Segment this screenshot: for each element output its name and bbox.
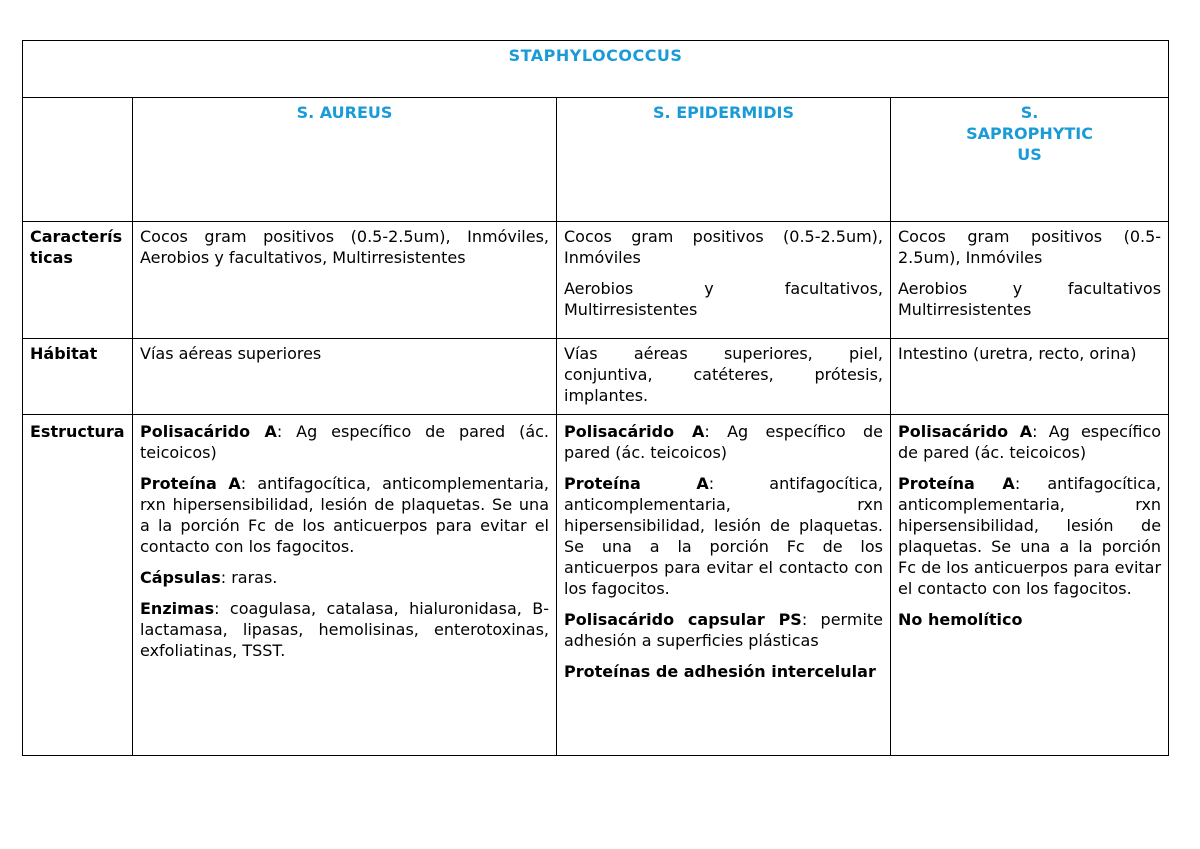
species-header-epidermidis: S. EPIDERMIDIS xyxy=(557,98,891,222)
cell-text: Cocos gram positivos (0.5-2.5um), Inmóviles, Aerobios y facultativos, Multirresistentes xyxy=(140,227,549,267)
estructura-item xyxy=(898,421,1161,463)
cell-caracteristicas-saprophyticus xyxy=(891,222,1169,339)
estructura-item xyxy=(564,421,883,463)
estructura-item xyxy=(564,473,883,599)
item-term: Polisacárido capsular PS xyxy=(564,610,802,629)
estructura-item xyxy=(140,567,549,588)
item-term: Polisacárido A xyxy=(564,422,705,441)
row-label-estructura: Estructura xyxy=(23,415,133,756)
item-term: Cápsulas xyxy=(140,568,221,587)
saprophyticus-line-1: S. xyxy=(1020,103,1039,122)
item-term: No hemolítico xyxy=(898,610,1023,629)
item-term: Proteína A xyxy=(898,474,1015,493)
cell-text: Vías aéreas superiores, piel, conjuntiva, catéteres, prótesis, implantes. xyxy=(564,344,883,405)
item-text: : coagulasa, catalasa, hialuronidasa, B-lactamasa, lipasas, hemolisinas, enterotoxinas, exfoliatinas, TSST. xyxy=(140,599,549,660)
cell-text: Intestino (uretra, recto, orina) xyxy=(898,344,1137,363)
item-text: : raras. xyxy=(220,568,278,587)
cell-habitat-saprophyticus xyxy=(891,339,1169,415)
cell-caracteristicas-epidermidis xyxy=(557,222,891,339)
estructura-item xyxy=(140,598,549,661)
item-term: Proteína A xyxy=(140,474,241,493)
estructura-item xyxy=(140,473,549,557)
cell-estructura-aureus xyxy=(133,415,557,756)
cell-text: Cocos gram positivos (0.5-2.5um), Inmóviles xyxy=(898,227,1162,267)
cell-estructura-epidermidis xyxy=(557,415,891,756)
item-term: Enzimas xyxy=(140,599,215,618)
empty-header-cell xyxy=(23,98,133,222)
cell-caracteristicas-aureus xyxy=(133,222,557,339)
item-text: : Ag específico de pared (ác. teicoicos) xyxy=(898,422,1162,462)
row-label-habitat: Hábitat xyxy=(23,339,133,415)
cell-text: Aerobios y facultativos, Multirresistentes xyxy=(564,279,883,319)
cell-habitat-epidermidis xyxy=(557,339,891,415)
item-text: : antifagocítica, anticomplementaria, rxn hipersensibilidad, lesión de plaquetas. Se una a la porción Fc de los anticuerpos para evitar el contacto con los fagocitos. xyxy=(140,474,550,556)
estructura-item xyxy=(564,609,883,651)
species-header-saprophyticus xyxy=(891,98,1169,222)
estructura-item xyxy=(564,661,883,682)
cell-estructura-saprophyticus xyxy=(891,415,1169,756)
estructura-item xyxy=(898,609,1161,630)
row-label-caracteristicas: Características xyxy=(23,222,133,339)
cell-text: Vías aéreas superiores xyxy=(140,344,322,363)
species-header-aureus: S. AUREUS xyxy=(133,98,557,222)
saprophyticus-line-3: US xyxy=(1017,145,1042,164)
cell-habitat-aureus xyxy=(133,339,557,415)
item-term: Proteína A xyxy=(564,474,709,493)
estructura-item xyxy=(898,473,1161,599)
item-text: : antifagocítica, anticomplementaria, rxn hipersensibilidad, lesión de plaquetas. Se una a la porción Fc de los anticuerpos para evitar el contacto con los fagocitos. xyxy=(564,474,883,598)
item-text: : permite adhesión a superficies plásticas xyxy=(564,610,883,650)
item-text: : antifagocítica, anticomplementaria, rxn hipersensibilidad, lesión de plaquetas. Se una a la porción Fc de los anticuerpos para evitar el contacto con los fagocitos. xyxy=(898,474,1162,598)
item-text: : Ag específico de pared (ác. teicoicos) xyxy=(564,422,883,462)
item-term: Proteínas de adhesión intercelular xyxy=(564,662,876,681)
estructura-item xyxy=(140,421,549,463)
cell-text: Aerobios y facultativos Multirresistentes xyxy=(898,279,1162,319)
item-term: Polisacárido A xyxy=(898,422,1033,441)
item-text: : Ag específico de pared (ác. teicoicos) xyxy=(140,422,550,462)
table-title: STAPHYLOCOCCUS xyxy=(23,41,1169,98)
cell-text: Cocos gram positivos (0.5-2.5um), Inmóviles xyxy=(564,227,883,267)
item-term: Polisacárido A xyxy=(140,422,277,441)
saprophyticus-line-2: SAPROPHYTIC xyxy=(966,124,1093,143)
staphylococcus-table xyxy=(22,40,1169,756)
